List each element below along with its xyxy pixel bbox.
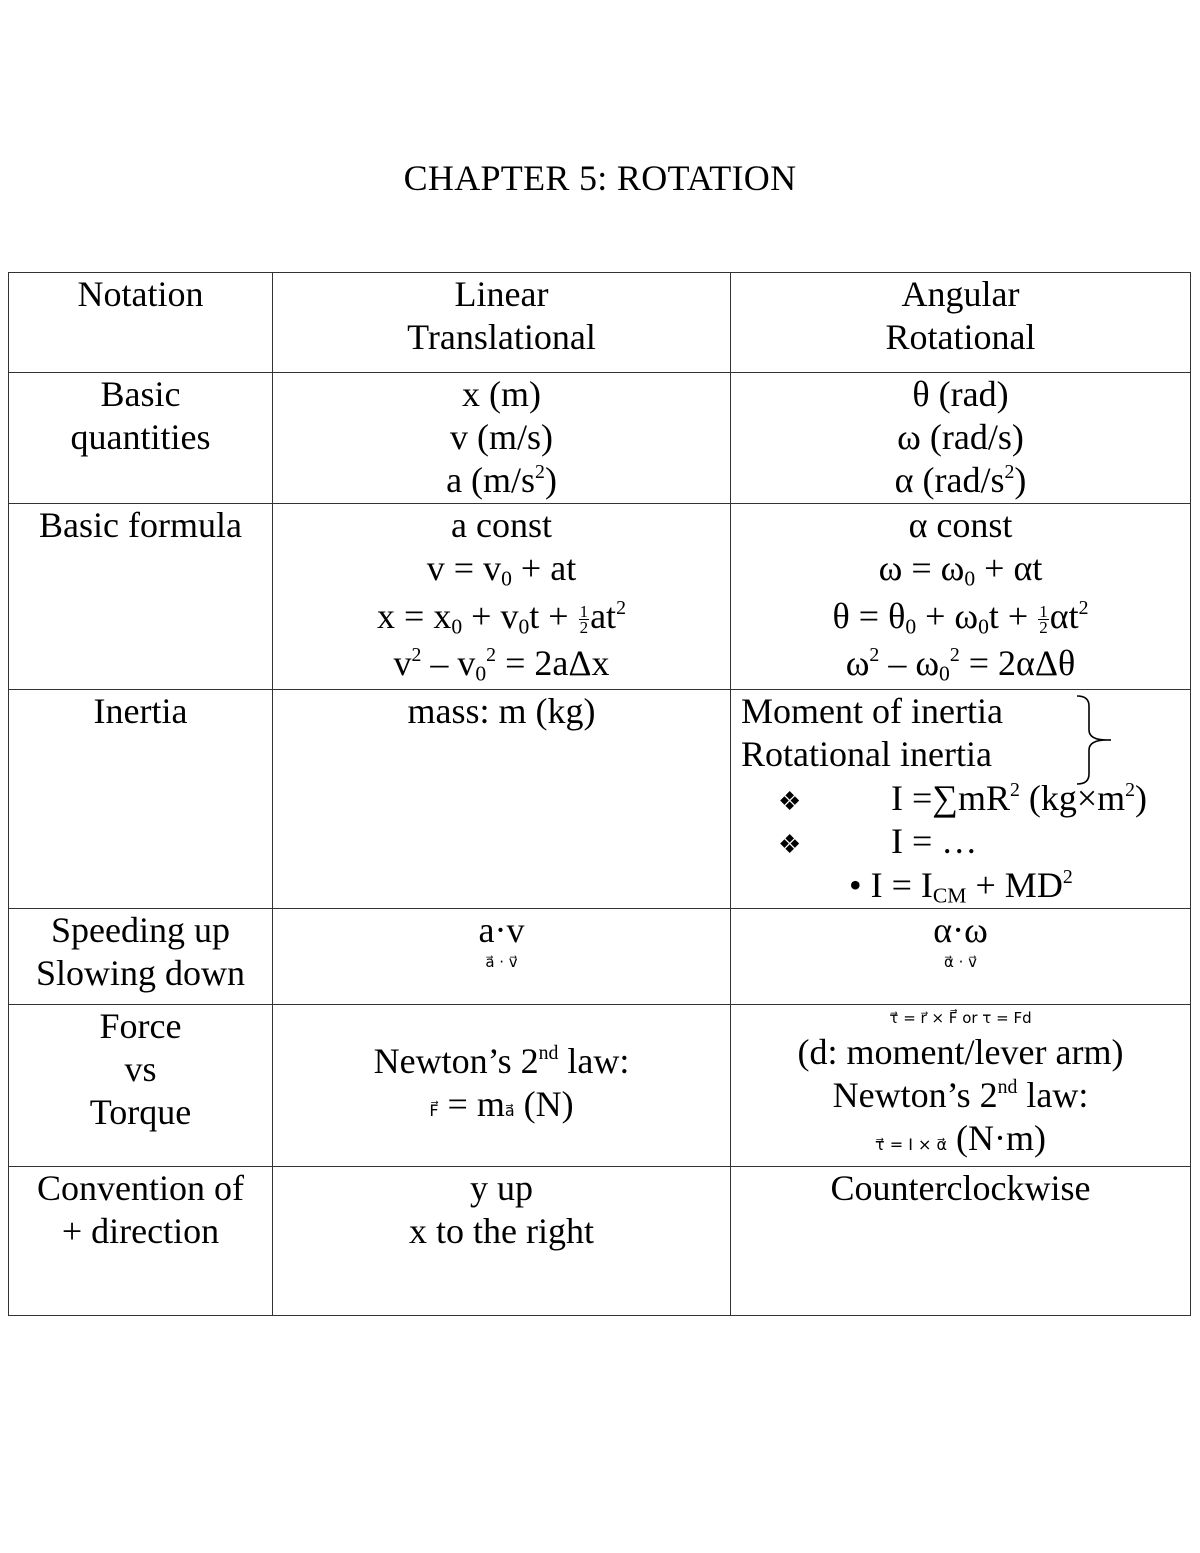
angular-basic-quantities: θ (rad) ω (rad/s) α $(rad/s^2)$ [731,373,1191,504]
bullet-dot-icon: • [849,865,862,905]
rotation-table [8,272,1191,1316]
curly-brace-icon [1075,694,1115,786]
header-angular: Angular Rotational [731,273,1191,373]
linear-inertia: mass: m (kg) [273,690,731,909]
inertia-formula-other: I = … [891,821,978,861]
linear-basic-formula: a const $v = v_0$ + at $x = x_0 + v_0t$ + $\frac{1}{2}$ $at^2$ $v^2 - v_0^2 = 2a\Delta x$ [273,504,731,690]
row-label-convention: Convention of + direction [9,1167,273,1316]
table-row [9,1005,1191,1167]
parallel-axis-formula: • $I = I_{CM} + MD^2$ [849,865,1073,908]
row-label-inertia: Inertia [9,690,273,909]
inertia-formula-sum: $I =\sum mR^2$ $(kg\times m^2)$ [891,778,1148,818]
angular-inertia: Moment of inertia Rotational inertia ❖ $I =\sum mR^2$ $(kg\times m^2)$ ❖ I = … • $I = I_{CM} + MD^2$ [731,690,1191,909]
diamond-bullet-icon: ❖ [778,787,802,816]
table-row [9,1167,1191,1316]
row-label-basic-quantities: Basic quantities [9,373,273,504]
linear-speeding: a·v a⃗ · v⃗ [273,909,731,1005]
table-row [9,909,1191,1005]
header-notation: Notation [9,273,273,373]
diamond-bullet-icon: ❖ [778,830,802,859]
table-row [9,690,1191,909]
row-label-basic-formula: Basic formula [9,504,273,690]
header-linear: Linear Translational [273,273,731,373]
angular-torque: τ⃗ = r⃗ × F⃗ or τ = Fd (d: moment/lever arm) Newton’s 2nd law: τ⃗ = I × α⃗ (N·m) [731,1005,1191,1167]
angular-convention: Counterclockwise [731,1167,1191,1316]
page-title: CHAPTER 5: ROTATION [403,158,797,198]
linear-basic-quantities: x (m) v (m/s) a $(m/s^2)$ [273,373,731,504]
angular-speeding: α·ω α⃗ · v⃗ [731,909,1191,1005]
row-label-speeding: Speeding up Slowing down [9,909,273,1005]
table-header-row [9,273,1191,373]
one-half-fraction: $\frac{1}{2}$ [579,602,589,638]
table-row [9,373,1191,504]
one-half-fraction: $\frac{1}{2}$ [1039,602,1048,638]
linear-convention: y up x to the right [273,1167,731,1316]
linear-force: Newton’s 2nd law: F⃗ = ma⃗ (N) [273,1005,731,1167]
table-row [9,504,1191,690]
angular-basic-formula: α const $\omega = \omega_0 + \alpha t$ $\theta = \theta_0 + \omega_0t$ + $\frac{1}{2}$ $\alpha t^2$ $\omega^2 - \omega_0^2 = 2\alpha\Delta\theta$ [731,504,1191,690]
row-label-force-torque: Force vs Torque [9,1005,273,1167]
